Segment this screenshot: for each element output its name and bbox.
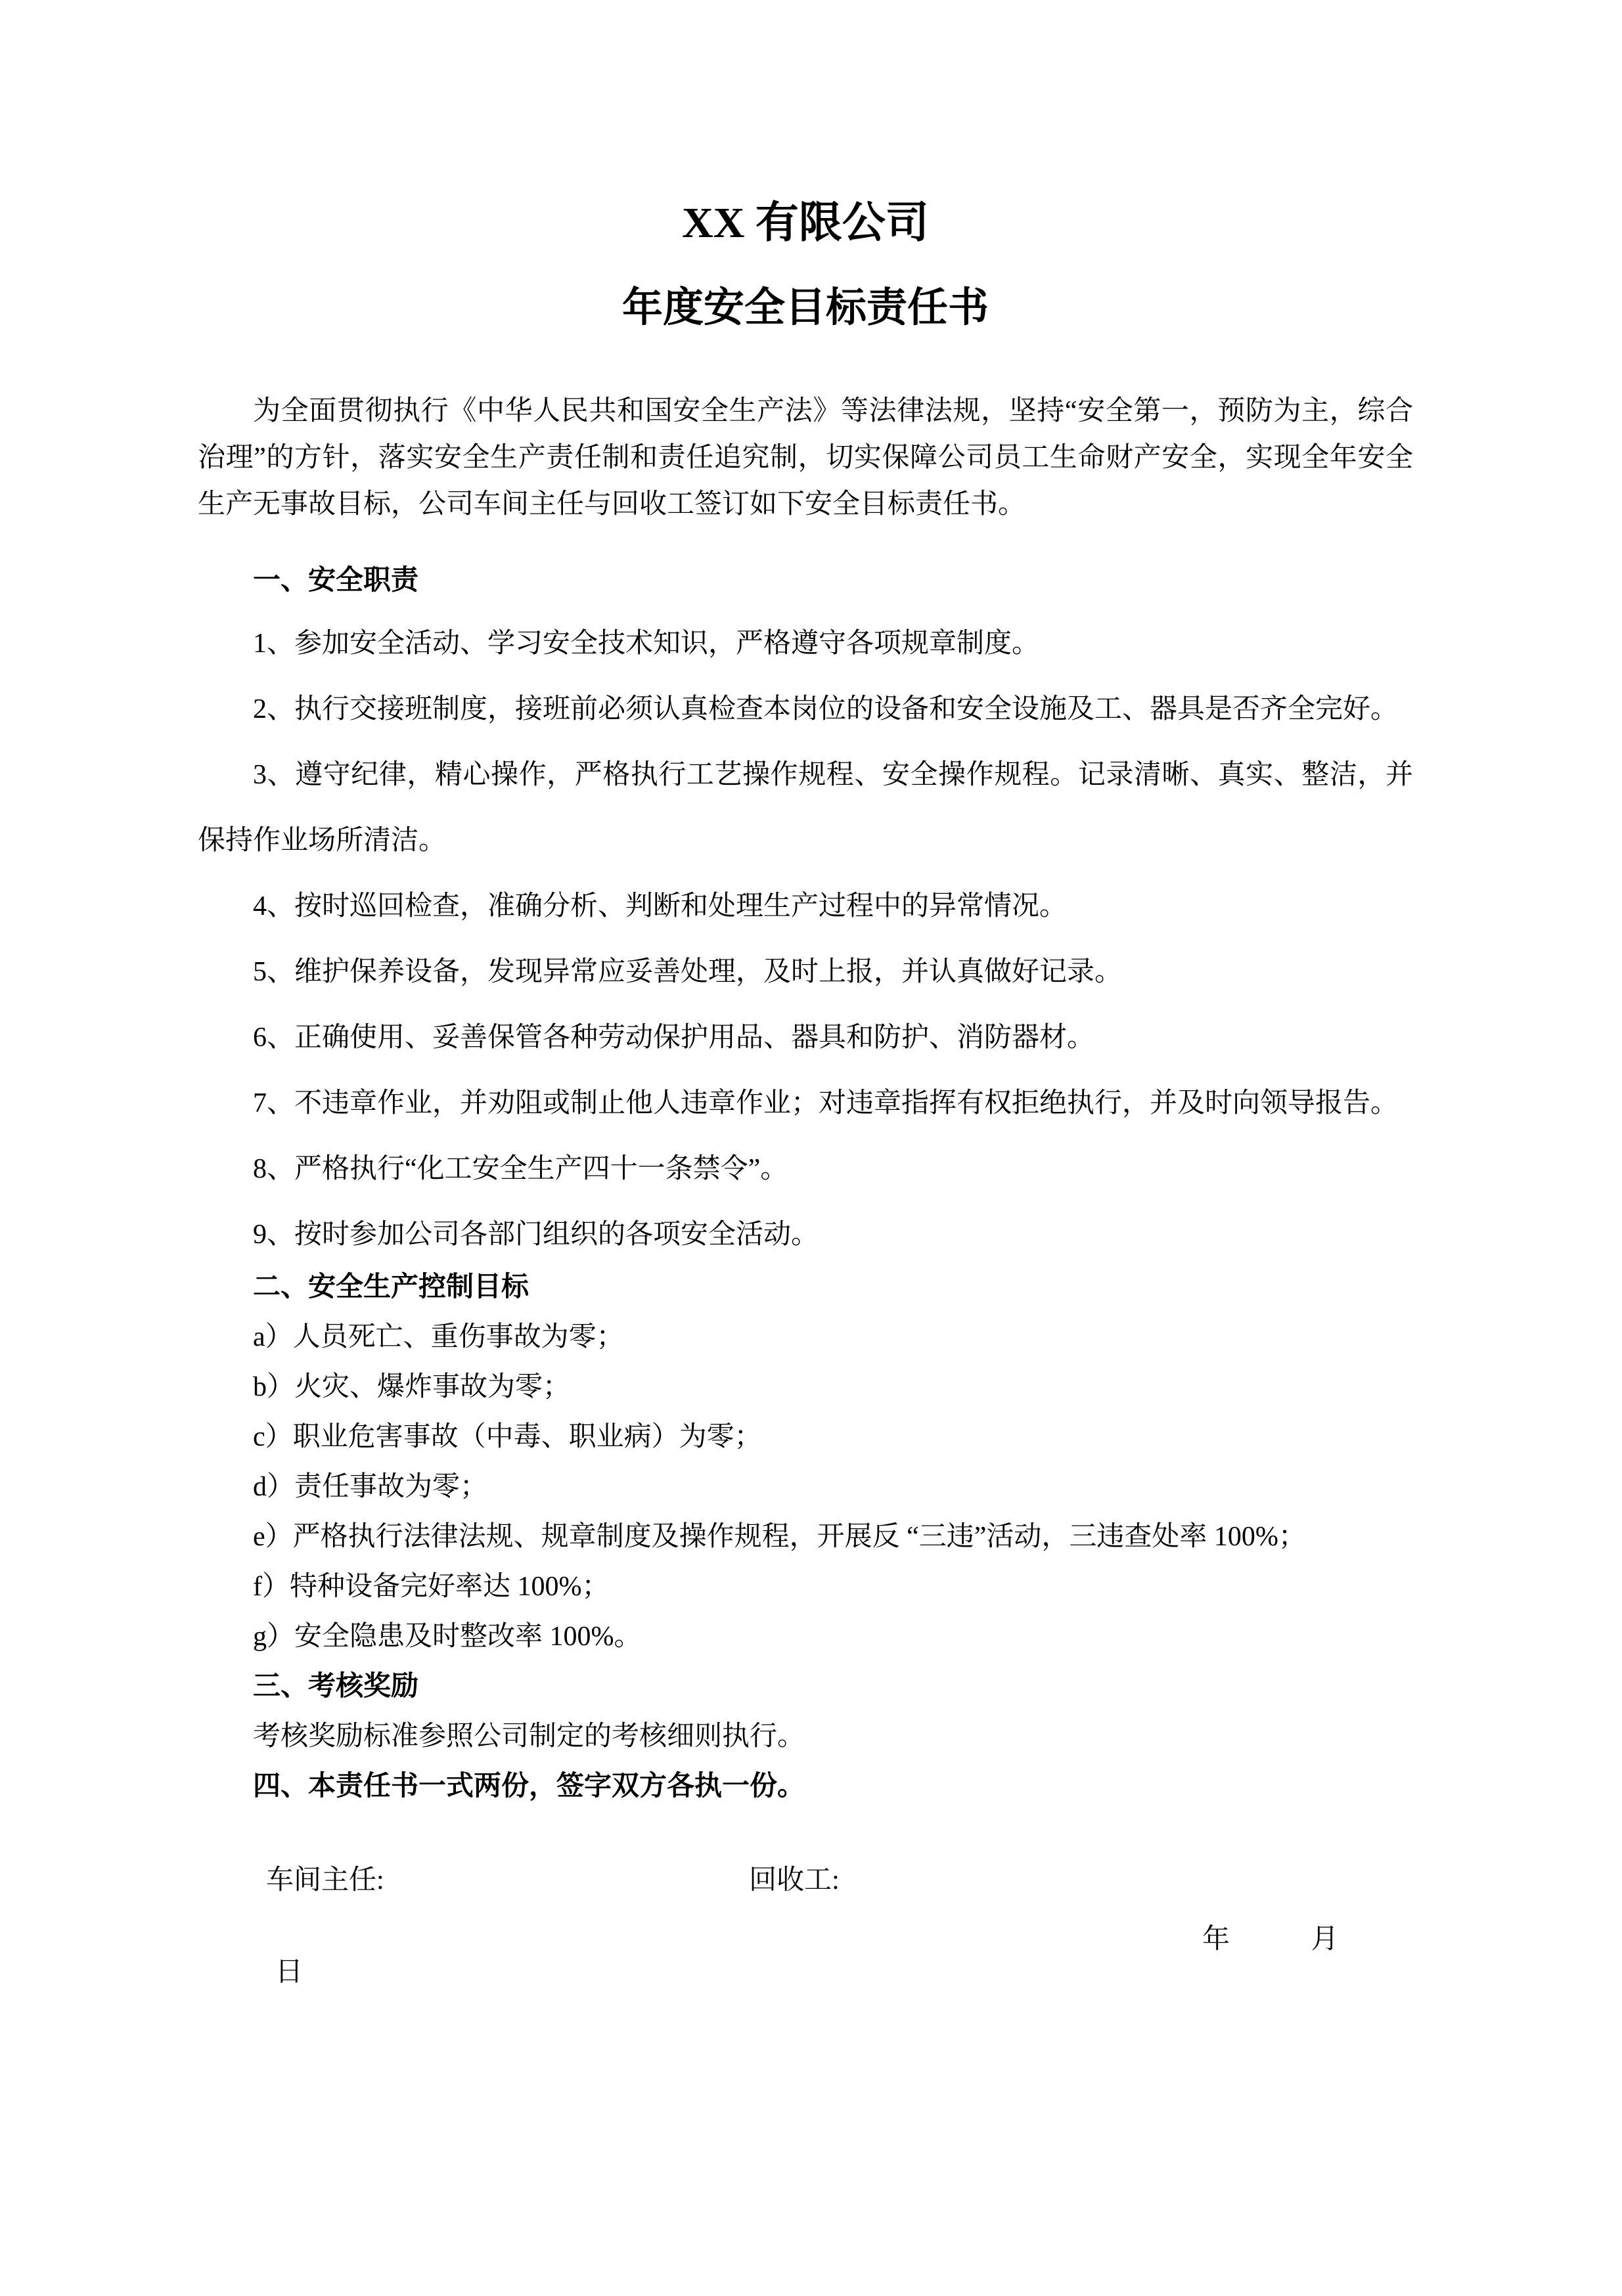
list-item: 5、维护保养设备，发现异常应妥善处理，及时上报，并认真做好记录。 xyxy=(253,957,1123,987)
date-row xyxy=(198,1923,1413,1989)
date-day-label: 日 xyxy=(275,1957,304,1987)
section-safety-duties xyxy=(198,550,1413,1268)
list-item: 6、正确使用、妥善保管各种劳动保护用品、器具和防护、消防器材。 xyxy=(253,1023,1095,1053)
date-month-label: 月 xyxy=(1311,1924,1339,1954)
section3-heading: 三、考核奖励 xyxy=(253,1671,419,1702)
list-item: d）责任事故为零； xyxy=(253,1472,488,1502)
section3-body: 考核奖励标准参照公司制定的考核细则执行。 xyxy=(253,1721,805,1752)
intro-paragraph: 为全面贯彻执行《中华人民共和国安全生产法》等法律法规，坚持“安全第一，预防为主，综合治理”的方针，落实安全生产责任制和责任追究制，切实保障公司员工生命财产安全，实现全年安全生产无事故目标，公司车间主任与回收工签订如下安全目标责任书。 xyxy=(198,396,1413,519)
list-item: 2、执行交接班制度，接班前必须认真检查本岗位的设备和安全设施及工、器具是否齐全完好。 xyxy=(253,694,1399,724)
list-item: 8、严格执行“化工安全生产四十一条禁令”。 xyxy=(253,1154,788,1184)
section-control-targets xyxy=(198,1262,1413,1811)
list-item: a）人员死亡、重伤事故为零； xyxy=(253,1322,624,1352)
document-title: 年度安全目标责任书 xyxy=(621,286,989,330)
list-item: 7、不违章作业，并劝阻或制止他人违章作业；对违章指挥有权拒绝执行，并及时向领导报告。 xyxy=(253,1088,1399,1118)
section1-heading: 一、安全职责 xyxy=(253,565,419,596)
list-item: b）火灾、爆炸事故为零； xyxy=(253,1372,571,1402)
list-item: 1、参加安全活动、学习安全技术知识，严格遵守各项规章制度。 xyxy=(253,629,1040,659)
list-item: 9、按时参加公司各部门组织的各项安全活动。 xyxy=(253,1220,819,1250)
section2-items xyxy=(198,1312,1413,1662)
list-item: 4、按时巡回检查，准确分析、判断和处理生产过程中的异常情况。 xyxy=(253,891,1068,921)
list-item: e）严格执行法律法规、规章制度及操作规程，开展反 “三违”活动，三违查处率 100%； xyxy=(253,1522,1306,1552)
signature-row xyxy=(198,1864,1413,1897)
signature-workshop-director: 车间主任: xyxy=(266,1865,384,1895)
signature-recycler: 回收工: xyxy=(749,1865,840,1895)
date-year-label: 年 xyxy=(1202,1924,1230,1954)
company-title: XX 有限公司 xyxy=(682,199,929,247)
section2-heading: 二、安全生产控制目标 xyxy=(253,1272,529,1302)
list-item: c）职业危害事故（中毒、职业病）为零； xyxy=(253,1422,762,1452)
section4-heading: 四、本责任书一式两份，签字双方各执一份。 xyxy=(253,1771,805,1801)
section1-items xyxy=(198,611,1413,1268)
list-item: g）安全隐患及时整改率 100%。 xyxy=(253,1622,642,1652)
list-item: 3、遵守纪律，精心操作，严格执行工艺操作规程、安全操作规程。记录清晰、真实、整洁，并保持作业场所清洁。 xyxy=(198,760,1413,856)
list-item: f）特种设备完好率达 100%； xyxy=(253,1572,610,1602)
